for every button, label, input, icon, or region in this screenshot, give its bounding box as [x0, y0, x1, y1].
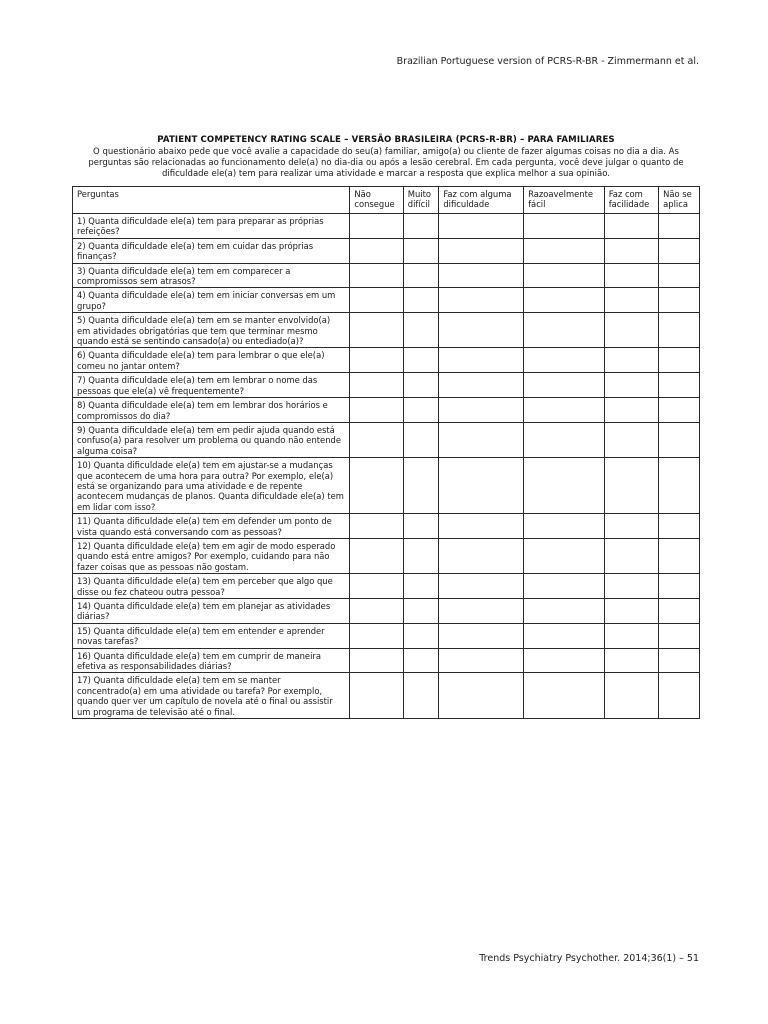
answer-cell-nao-se-aplica[interactable] — [659, 648, 700, 673]
answer-cell-nao-se-aplica[interactable] — [659, 422, 700, 457]
answer-cell-razoavelmente-facil[interactable] — [524, 348, 605, 373]
questionnaire-instructions: O questionário abaixo pede que você avalie a capacidade do seu(a) familiar, amigo(a) ou cliente de fazer algumas coisas no dia a dia. As perguntas são relacionadas ao funcionamento dele(a) no dia-dia ou após a lesão cerebral. Em cada pergunta, você deve julgar o quanto de dificuldade ele(a) tem para realizar uma atividade e marcar a resposta que explica melhor a sua opinião. — [88, 147, 684, 180]
answer-cell-alguma-dificuldade[interactable] — [439, 648, 524, 673]
answer-cell-nao-consegue[interactable] — [350, 673, 403, 719]
answer-cell-com-facilidade[interactable] — [604, 398, 658, 423]
page-footer: Trends Psychiatry Psychother. 2014;36(1) – 51 — [479, 953, 699, 964]
answer-cell-nao-se-aplica[interactable] — [659, 458, 700, 514]
answer-cell-muito-dificil[interactable] — [403, 458, 439, 514]
answer-cell-nao-consegue[interactable] — [350, 398, 403, 423]
answer-cell-nao-se-aplica[interactable] — [659, 574, 700, 599]
answer-cell-alguma-dificuldade[interactable] — [439, 238, 524, 263]
table-row — [73, 348, 700, 373]
question-text: 6) Quanta dificuldade ele(a) tem para lembrar o que ele(a) comeu no jantar ontem? — [73, 348, 350, 373]
answer-cell-muito-dificil[interactable] — [403, 214, 439, 239]
answer-cell-alguma-dificuldade[interactable] — [439, 373, 524, 398]
answer-cell-muito-dificil[interactable] — [403, 398, 439, 423]
table-row — [73, 514, 700, 539]
header-muito-dificil: Muito difícil — [403, 187, 439, 214]
table-row — [73, 648, 700, 673]
rating-table — [72, 186, 700, 719]
answer-cell-com-facilidade[interactable] — [604, 238, 658, 263]
answer-cell-com-facilidade[interactable] — [604, 373, 658, 398]
answer-cell-muito-dificil[interactable] — [403, 348, 439, 373]
answer-cell-muito-dificil[interactable] — [403, 514, 439, 539]
table-row — [73, 313, 700, 348]
answer-cell-alguma-dificuldade[interactable] — [439, 398, 524, 423]
answer-cell-nao-consegue[interactable] — [350, 238, 403, 263]
answer-cell-alguma-dificuldade[interactable] — [439, 514, 524, 539]
answer-cell-muito-dificil[interactable] — [403, 648, 439, 673]
answer-cell-razoavelmente-facil[interactable] — [524, 574, 605, 599]
answer-cell-alguma-dificuldade[interactable] — [439, 422, 524, 457]
answer-cell-nao-consegue[interactable] — [350, 422, 403, 457]
answer-cell-com-facilidade[interactable] — [604, 673, 658, 719]
table-row — [73, 238, 700, 263]
answer-cell-nao-consegue[interactable] — [350, 623, 403, 648]
question-text: 10) Quanta dificuldade ele(a) tem em ajustar-se a mudanças que acontecem de uma hora para outra? Por exemplo, ele(a) está se organizando para uma atividade e de repente acontecem mudanças de planos. Quanta dificuldade ele(a) tem em lidar com isso? — [73, 458, 350, 514]
header-perguntas: Perguntas — [73, 187, 350, 214]
answer-cell-muito-dificil[interactable] — [403, 673, 439, 719]
answer-cell-com-facilidade[interactable] — [604, 263, 658, 288]
answer-cell-razoavelmente-facil[interactable] — [524, 263, 605, 288]
question-text: 3) Quanta dificuldade ele(a) tem em comparecer a compromissos sem atrasos? — [73, 263, 350, 288]
table-row — [73, 538, 700, 573]
answer-cell-com-facilidade[interactable] — [604, 574, 658, 599]
table-row — [73, 623, 700, 648]
question-text: 8) Quanta dificuldade ele(a) tem em lembrar dos horários e compromissos do dia? — [73, 398, 350, 423]
answer-cell-muito-dificil[interactable] — [403, 288, 439, 313]
answer-cell-razoavelmente-facil[interactable] — [524, 458, 605, 514]
answer-cell-alguma-dificuldade[interactable] — [439, 673, 524, 719]
question-text: 5) Quanta dificuldade ele(a) tem em se manter envolvido(a) em atividades obrigatórias que tem que terminar mesmo quando está se sentindo cansado(a) ou entediado(a)? — [73, 313, 350, 348]
answer-cell-com-facilidade[interactable] — [604, 514, 658, 539]
answer-cell-alguma-dificuldade[interactable] — [439, 348, 524, 373]
answer-cell-muito-dificil[interactable] — [403, 263, 439, 288]
answer-cell-nao-consegue[interactable] — [350, 263, 403, 288]
answer-cell-razoavelmente-facil[interactable] — [524, 599, 605, 624]
answer-cell-alguma-dificuldade[interactable] — [439, 313, 524, 348]
answer-cell-nao-se-aplica[interactable] — [659, 373, 700, 398]
table-row — [73, 214, 700, 239]
answer-cell-muito-dificil[interactable] — [403, 574, 439, 599]
question-text: 13) Quanta dificuldade ele(a) tem em perceber que algo que disse ou fez chateou outra pessoa? — [73, 574, 350, 599]
question-text: 7) Quanta dificuldade ele(a) tem em lembrar o nome das pessoas que ele(a) vê frequentemente? — [73, 373, 350, 398]
question-text: 4) Quanta dificuldade ele(a) tem em iniciar conversas em um grupo? — [73, 288, 350, 313]
answer-cell-com-facilidade[interactable] — [604, 348, 658, 373]
answer-cell-razoavelmente-facil[interactable] — [524, 214, 605, 239]
answer-cell-com-facilidade[interactable] — [604, 538, 658, 573]
answer-cell-muito-dificil[interactable] — [403, 422, 439, 457]
question-text: 14) Quanta dificuldade ele(a) tem em planejar as atividades diárias? — [73, 599, 350, 624]
table-row — [73, 574, 700, 599]
question-text: 11) Quanta dificuldade ele(a) tem em defender um ponto de vista quando está conversando com as pessoas? — [73, 514, 350, 539]
answer-cell-com-facilidade[interactable] — [604, 599, 658, 624]
answer-cell-com-facilidade[interactable] — [604, 422, 658, 457]
answer-cell-alguma-dificuldade[interactable] — [439, 263, 524, 288]
answer-cell-nao-consegue[interactable] — [350, 348, 403, 373]
table-body — [73, 214, 700, 719]
answer-cell-nao-se-aplica[interactable] — [659, 538, 700, 573]
answer-cell-nao-consegue[interactable] — [350, 538, 403, 573]
answer-cell-com-facilidade[interactable] — [604, 288, 658, 313]
table-row — [73, 673, 700, 719]
answer-cell-muito-dificil[interactable] — [403, 373, 439, 398]
header-nao-consegue: Não consegue — [350, 187, 403, 214]
table-row — [73, 263, 700, 288]
answer-cell-com-facilidade[interactable] — [604, 648, 658, 673]
table-row — [73, 599, 700, 624]
answer-cell-muito-dificil[interactable] — [403, 623, 439, 648]
answer-cell-nao-consegue[interactable] — [350, 599, 403, 624]
answer-cell-razoavelmente-facil[interactable] — [524, 673, 605, 719]
header-faz-com-facilidade: Faz com facilidade — [604, 187, 658, 214]
table-row — [73, 398, 700, 423]
answer-cell-nao-se-aplica[interactable] — [659, 599, 700, 624]
answer-cell-razoavelmente-facil[interactable] — [524, 514, 605, 539]
answer-cell-nao-consegue[interactable] — [350, 514, 403, 539]
question-text: 9) Quanta dificuldade ele(a) tem em pedir ajuda quando está confuso(a) para resolver um problema ou quando não entende alguma coisa? — [73, 422, 350, 457]
answer-cell-razoavelmente-facil[interactable] — [524, 398, 605, 423]
answer-cell-nao-consegue[interactable] — [350, 458, 403, 514]
answer-cell-nao-se-aplica[interactable] — [659, 623, 700, 648]
answer-cell-nao-se-aplica[interactable] — [659, 514, 700, 539]
answer-cell-com-facilidade[interactable] — [604, 313, 658, 348]
question-text: 12) Quanta dificuldade ele(a) tem em agir de modo esperado quando está entre amigos? Por exemplo, cuidando para não fazer coisas que as pessoas não gostam. — [73, 538, 350, 573]
answer-cell-alguma-dificuldade[interactable] — [439, 288, 524, 313]
questionnaire-title: PATIENT COMPETENCY RATING SCALE – VERSÃO BRASILEIRA (PCRS-R-BR) – PARA FAMILIARES — [157, 135, 615, 145]
answer-cell-nao-se-aplica[interactable] — [659, 288, 700, 313]
answer-cell-razoavelmente-facil[interactable] — [524, 238, 605, 263]
answer-cell-nao-se-aplica[interactable] — [659, 214, 700, 239]
header-nao-se-aplica: Não se aplica — [659, 187, 700, 214]
answer-cell-nao-se-aplica[interactable] — [659, 238, 700, 263]
answer-cell-alguma-dificuldade[interactable] — [439, 574, 524, 599]
question-text: 17) Quanta dificuldade ele(a) tem em se manter concentrado(a) em uma atividade ou tarefa? Por exemplo, quando quer ver um capítulo de novela até o final ou assistir um programa de televisão até o final. — [73, 673, 350, 719]
header-faz-com-alguma-dificuldade: Faz com alguma dificuldade — [439, 187, 524, 214]
answer-cell-razoavelmente-facil[interactable] — [524, 288, 605, 313]
question-text: 15) Quanta dificuldade ele(a) tem em entender e aprender novas tarefas? — [73, 623, 350, 648]
answer-cell-com-facilidade[interactable] — [604, 623, 658, 648]
table-row — [73, 373, 700, 398]
answer-cell-muito-dificil[interactable] — [403, 238, 439, 263]
answer-cell-nao-consegue[interactable] — [350, 214, 403, 239]
answer-cell-com-facilidade[interactable] — [604, 458, 658, 514]
answer-cell-nao-consegue[interactable] — [350, 373, 403, 398]
answer-cell-nao-consegue[interactable] — [350, 313, 403, 348]
answer-cell-alguma-dificuldade[interactable] — [439, 538, 524, 573]
answer-cell-nao-consegue[interactable] — [350, 288, 403, 313]
answer-cell-alguma-dificuldade[interactable] — [439, 214, 524, 239]
answer-cell-alguma-dificuldade[interactable] — [439, 623, 524, 648]
question-text: 2) Quanta dificuldade ele(a) tem em cuidar das próprias finanças? — [73, 238, 350, 263]
answer-cell-muito-dificil[interactable] — [403, 538, 439, 573]
table-row — [73, 422, 700, 457]
answer-cell-nao-se-aplica[interactable] — [659, 263, 700, 288]
running-header: Brazilian Portuguese version of PCRS-R-BR - Zimmermann et al. — [396, 56, 699, 67]
answer-cell-nao-consegue[interactable] — [350, 574, 403, 599]
table-row — [73, 288, 700, 313]
answer-cell-razoavelmente-facil[interactable] — [524, 538, 605, 573]
answer-cell-alguma-dificuldade[interactable] — [439, 599, 524, 624]
header-razoavelmente-facil: Razoavelmente fácil — [524, 187, 605, 214]
table-header-row — [73, 187, 700, 214]
answer-cell-razoavelmente-facil[interactable] — [524, 313, 605, 348]
answer-cell-nao-se-aplica[interactable] — [659, 313, 700, 348]
question-text: 1) Quanta dificuldade ele(a) tem para preparar as próprias refeições? — [73, 214, 350, 239]
table-row — [73, 458, 700, 514]
answer-cell-razoavelmente-facil[interactable] — [524, 422, 605, 457]
answer-cell-muito-dificil[interactable] — [403, 599, 439, 624]
answer-cell-razoavelmente-facil[interactable] — [524, 648, 605, 673]
answer-cell-nao-se-aplica[interactable] — [659, 673, 700, 719]
question-text: 16) Quanta dificuldade ele(a) tem em cumprir de maneira efetiva as responsabilidades diárias? — [73, 648, 350, 673]
answer-cell-alguma-dificuldade[interactable] — [439, 458, 524, 514]
answer-cell-razoavelmente-facil[interactable] — [524, 373, 605, 398]
answer-cell-nao-consegue[interactable] — [350, 648, 403, 673]
answer-cell-com-facilidade[interactable] — [604, 214, 658, 239]
answer-cell-muito-dificil[interactable] — [403, 313, 439, 348]
answer-cell-nao-se-aplica[interactable] — [659, 348, 700, 373]
answer-cell-nao-se-aplica[interactable] — [659, 398, 700, 423]
answer-cell-razoavelmente-facil[interactable] — [524, 623, 605, 648]
